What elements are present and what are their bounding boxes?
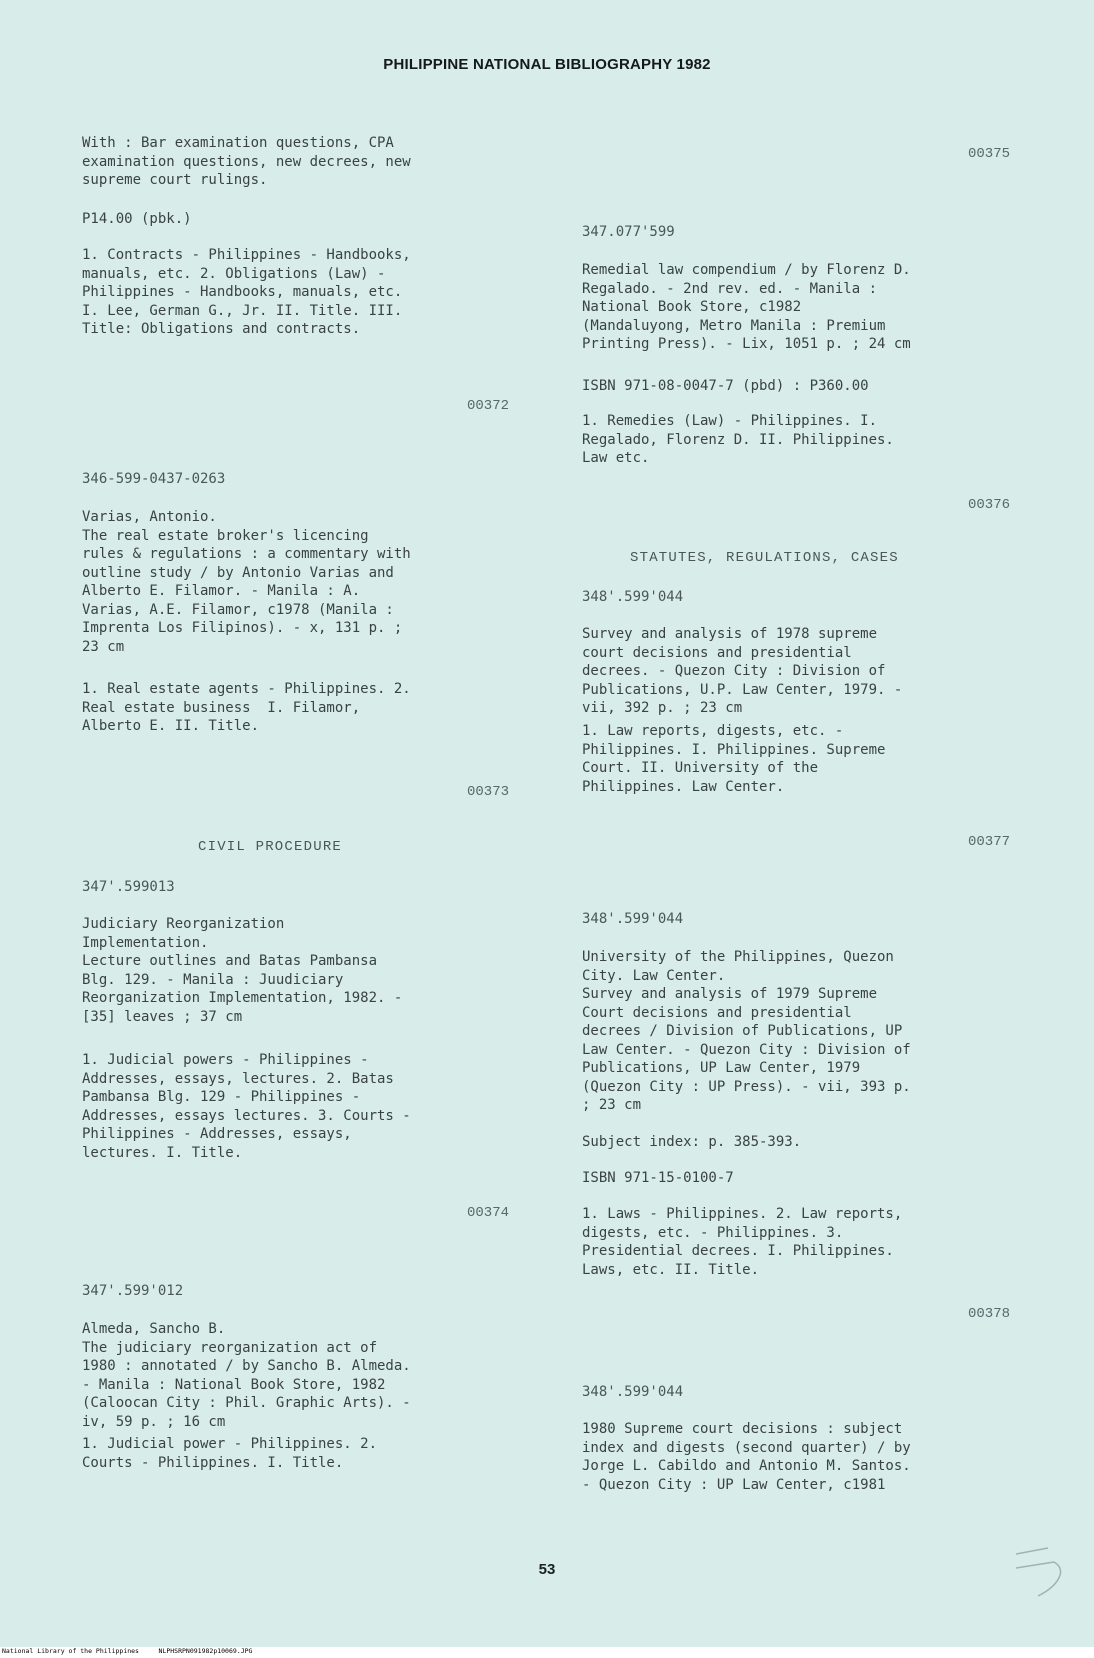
- entry-377-isbn: ISBN 971-15-0100-7: [582, 1170, 734, 1186]
- entry-374-subjects: 1. Judicial power - Philippines. 2. Courts - Philippines. I. Title.: [82, 1436, 378, 1471]
- scan-footer-text: National Library of the Philippines NLPHSRPN091982p10069.JPG: [2, 1647, 253, 1655]
- entry-371-price: P14.00 (pbk.): [82, 211, 192, 227]
- call-number-00372: 346-599-0437-0263: [82, 471, 226, 487]
- entry-375-subjects: 1. Remedies (Law) - Philippines. I. Regalado, Florenz D. II. Philippines. Law etc.: [582, 413, 894, 466]
- entry-375-description: Remedial law compendium / by Florenz D. Regalado. - 2nd rev. ed. - Manila : National Book Store, c1982 (Mandaluyong, Metro Manila : Premium Printing Press). - Lix, 1051 p. ; 24 cm: [582, 262, 911, 352]
- entry-376-description: Survey and analysis of 1978 supreme court decisions and presidential decrees. - Quezon City : Division of Publications, U.P. Law Center, 1979. - vii, 392 p. ; 23 cm: [582, 626, 903, 716]
- entry-372-description: Varias, Antonio. The real estate broker's licencing rules & regulations : a commentary with outline study / by Antonio Varias and Alberto E. Filamor. - Manila : A. Varias, A.E. Filamor, c1978 (Manila : Imprenta Los Filipinos). - x, 131 p. ; 23 cm: [82, 509, 411, 655]
- record-number-00376: 00376: [968, 497, 1011, 513]
- call-number-00377: 348'.599'044: [582, 911, 684, 927]
- record-number-00372: 00372: [467, 398, 510, 414]
- entry-375-isbn: ISBN 971-08-0047-7 (pbd) : P360.00: [582, 378, 869, 394]
- record-number-00374: 00374: [467, 1205, 510, 1221]
- call-number-00378: 348'.599'044: [582, 1384, 684, 1400]
- call-number-00375: 347.077'599: [582, 224, 675, 240]
- page-header: PHILIPPINE NATIONAL BIBLIOGRAPHY 1982: [383, 56, 711, 73]
- entry-373-description: Judiciary Reorganization Implementation. Lecture outlines and Batas Pambansa Blg. 129. - Manila : Juudiciary Reorganization Implementation, 1982. - [35] leaves ; 37 cm: [82, 916, 403, 1025]
- call-number-00374: 347'.599'012: [82, 1283, 184, 1299]
- record-number-00375: 00375: [968, 146, 1011, 162]
- record-number-00378: 00378: [968, 1306, 1011, 1322]
- entry-377-subject-index: Subject index: p. 385-393.: [582, 1134, 802, 1150]
- record-number-00373: 00373: [467, 784, 510, 800]
- page-number: 53: [538, 1561, 556, 1578]
- entry-372-subjects: 1. Real estate agents - Philippines. 2. Real estate business I. Filamor, Alberto E. II. Title.: [82, 681, 411, 734]
- section-heading-civil-procedure: CIVIL PROCEDURE: [198, 839, 343, 855]
- call-number-00376: 348'.599'044: [582, 589, 684, 605]
- pencil-mark-icon: [1008, 1540, 1078, 1610]
- entry-377-description: University of the Philippines, Quezon City. Law Center. Survey and analysis of 1979 Supreme Court decisions and presidential decrees / Division of Publications, UP Law Center. - Quezon City : Division of Publications, UP Law Center, 1979 (Quezon City : UP Press). - vii, 393 p. ; 23 cm: [582, 949, 911, 1113]
- entry-371-subjects: 1. Contracts - Philippines - Handbooks, manuals, etc. 2. Obligations (Law) - Philippines - Handbooks, manuals, etc. I. Lee, German G., Jr. II. Title. III. Title: Obligations and contracts.: [82, 247, 411, 337]
- entry-377-subjects: 1. Laws - Philippines. 2. Law reports, digests, etc. - Philippines. 3. Presidential decrees. I. Philippines. Laws, etc. II. Title.: [582, 1206, 903, 1278]
- entry-378-description: 1980 Supreme court decisions : subject index and digests (second quarter) / by Jorge L. Cabildo and Antonio M. Santos. - Quezon City : UP Law Center, c1981: [582, 1421, 911, 1493]
- entry-371-note: With : Bar examination questions, CPA examination questions, new decrees, new supreme court rulings.: [82, 135, 411, 188]
- entry-374-description: Almeda, Sancho B. The judiciary reorganization act of 1980 : annotated / by Sancho B. Almeda. - Manila : National Book Store, 1982 (Caloocan City : Phil. Graphic Arts). - iv, 59 p. ; 16 cm: [82, 1321, 411, 1430]
- call-number-00373: 347'.599013: [82, 879, 175, 895]
- record-number-00377: 00377: [968, 834, 1011, 850]
- entry-373-subjects: 1. Judicial powers - Philippines - Addresses, essays, lectures. 2. Batas Pambansa Blg. 129 - Philippines - Addresses, essays lectures. 3. Courts - Philippines - Addresses, essays, lectures. I. Title.: [82, 1052, 411, 1161]
- section-heading-statutes: STATUTES, REGULATIONS, CASES: [630, 550, 899, 566]
- entry-376-subjects: 1. Law reports, digests, etc. - Philippines. I. Philippines. Supreme Court. II. University of the Philippines. Law Center.: [582, 723, 886, 795]
